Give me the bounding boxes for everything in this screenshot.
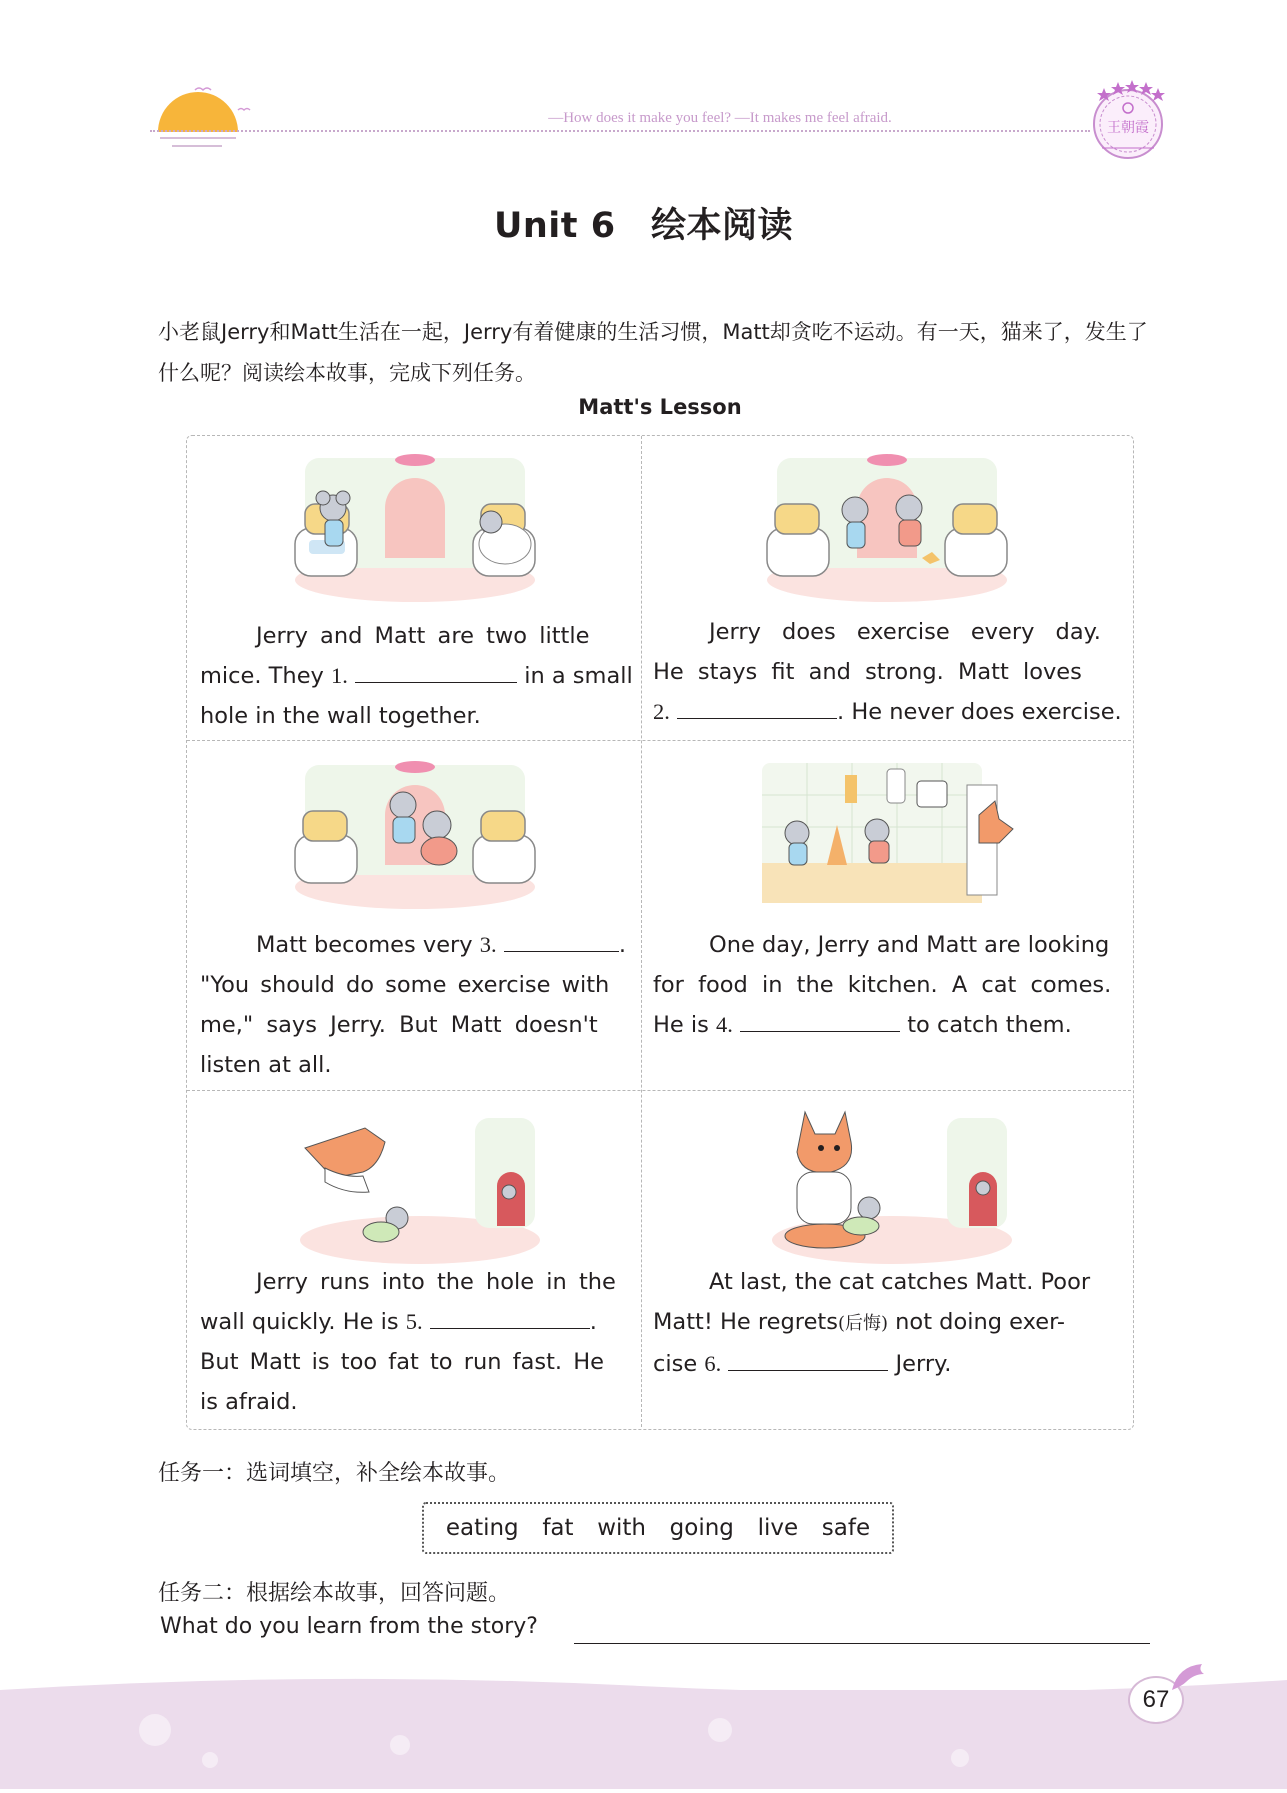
text-line: At last, the cat catches Matt. Poor (709, 1269, 1091, 1295)
text-line: cise 6. Jerry. (653, 1344, 1078, 1384)
text-line: Matt becomes very 3. . (200, 925, 625, 965)
text-line: wall quickly. He is 5. . (200, 1302, 625, 1342)
text-line: mice. They 1. in a small (200, 656, 625, 696)
text-line: But Matt is too fat to run fast. He (200, 1349, 604, 1375)
intro-paragraph: 小老鼠Jerry和Matt生活在一起，Jerry有着健康的生活习惯，Matt却贪吃不运动。有一天，猫来了，发生了什么呢？阅读绘本故事，完成下列任务。 (158, 320, 1148, 385)
word-bank-item: fat (542, 1515, 574, 1541)
text-line: Jerry runs into the hole in the (256, 1269, 616, 1295)
text-line: me," says Jerry. But Matt doesn't (200, 1012, 598, 1038)
panel-6-text (653, 1262, 1091, 1384)
task-one-instruction: 任务一：选词填空，补全绘本故事。 (158, 1460, 511, 1485)
text-line: Jerry does exercise every day. (709, 619, 1101, 645)
panel-4-text (653, 925, 1112, 1045)
text-line: He stays fit and strong. Matt loves (653, 659, 1082, 685)
panel-3-text (200, 925, 625, 1085)
text-line: "You should do some exercise with (200, 972, 610, 998)
dolphin-icon (1168, 1660, 1210, 1696)
word-bank-item: eating (445, 1515, 519, 1541)
page-title: Unit 6 绘本阅读 (493, 206, 794, 246)
blank-2[interactable] (677, 694, 837, 719)
footer-bubbles-decoration (0, 1690, 1287, 1789)
kitchen-illustration (757, 755, 1017, 915)
text-line: listen at all. (200, 1052, 332, 1078)
exercise-illustration (757, 448, 1017, 608)
text-line: One day, Jerry and Matt are looking (709, 932, 1110, 958)
blank-3[interactable] (504, 927, 619, 952)
word-bank-item: safe (821, 1515, 871, 1541)
panel-1-text (200, 616, 633, 736)
text-line: 2. . He never does exercise. (653, 692, 1078, 732)
text-line: for food in the kitchen. A cat comes. (653, 972, 1112, 998)
footer-band (0, 1690, 1287, 1789)
blank-4[interactable] (740, 1007, 900, 1032)
question-text: What do you learn from the story? (160, 1614, 538, 1639)
sunset-icon (150, 82, 260, 152)
text-line: Matt! He regrets(后悔) not doing exer- (653, 1309, 1066, 1335)
blank-1[interactable] (355, 658, 517, 683)
text-line: is afraid. (200, 1389, 298, 1415)
word-bank-item: live (757, 1515, 799, 1541)
task-two-instruction: 任务二：根据绘本故事，回答问题。 (158, 1580, 511, 1605)
bedroom-illustration (285, 448, 545, 608)
word-bank-item: going (669, 1515, 734, 1541)
blank-6[interactable] (728, 1346, 888, 1371)
grid-divider (187, 1090, 1131, 1091)
page-number: 67 (1128, 1676, 1184, 1724)
header-motto: —How does it make you feel? —It makes me feel afraid. (548, 110, 892, 126)
answer-line[interactable] (574, 1643, 1150, 1644)
cat-chase-illustration (285, 1108, 545, 1268)
grid-divider (187, 740, 1131, 741)
word-bank (422, 1502, 894, 1554)
panel-5-text (200, 1262, 625, 1422)
text-line: Jerry and Matt are two little (256, 623, 590, 649)
blank-5[interactable] (430, 1304, 590, 1329)
word-bank-item: with (597, 1515, 646, 1541)
text-line: He is 4. to catch them. (653, 1005, 1078, 1045)
brand-seal-logo (1088, 74, 1168, 166)
fat-mouse-illustration (285, 755, 545, 915)
cat-catches-mouse-illustration (757, 1108, 1017, 1268)
grid-divider (641, 436, 642, 1427)
text-line: hole in the wall together. (200, 703, 481, 729)
svg-text:王朝霞: 王朝霞 (1107, 120, 1149, 136)
story-title: Matt's Lesson (578, 395, 742, 419)
panel-2-text (653, 612, 1122, 732)
header-divider (150, 130, 1090, 132)
